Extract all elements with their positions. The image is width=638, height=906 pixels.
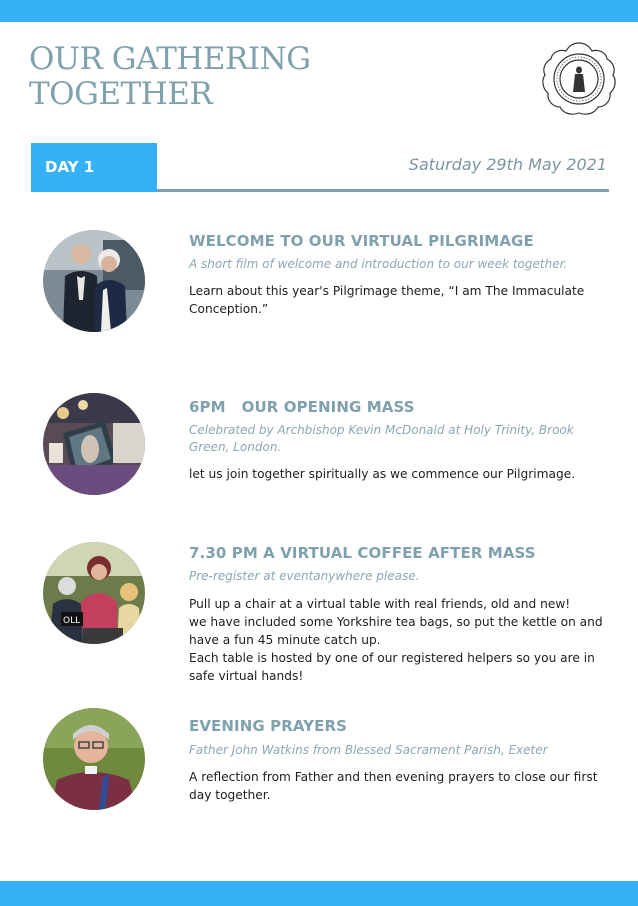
header-divider — [157, 189, 609, 192]
event-title: EVENING PRAYERS — [189, 717, 348, 735]
event-description-paragraph: Pull up a chair at a virtual table with real friends, old and new! — [189, 597, 571, 611]
event-description — [189, 282, 614, 318]
event-description-paragraph: let us join together spiritually as we commence our Pilgrimage. — [189, 467, 576, 481]
page-title-line-1: OUR GATHERING — [29, 41, 311, 77]
society-logo — [540, 40, 618, 118]
event-description-paragraph: we have included some Yorkshire tea bags, so put the kettle on and have a fun 45 minute catch up. — [189, 615, 603, 647]
welcome-couple-photo — [43, 230, 145, 332]
evening-prayers-priest-photo — [43, 708, 145, 810]
opening-mass-photo — [43, 393, 145, 495]
event-subtitle: Pre-register at eventanywhere please. — [189, 569, 420, 583]
virtual-coffee-photo — [43, 542, 145, 644]
event-subtitle: Celebrated by Archbishop Kevin McDonald at Holy Trinity, Brook Green, London. — [189, 423, 574, 454]
event-description-paragraph: Each table is hosted by one of our registered helpers so you are in safe virtual hands! — [189, 651, 595, 683]
page-title-line-2: TOGETHER — [29, 76, 213, 112]
bottom-accent-bar — [0, 881, 638, 906]
event-description — [189, 465, 614, 483]
day-label-bar: DAY 1 — [31, 143, 157, 192]
top-accent-bar — [0, 0, 638, 22]
event-description — [189, 595, 614, 685]
event-description-paragraph: Learn about this year's Pilgrimage theme, “I am The Immaculate Conception.” — [189, 284, 585, 316]
svg-text:OLL: OLL — [63, 616, 81, 626]
event-date: Saturday 29th May 2021 — [408, 155, 607, 174]
event-subtitle: A short film of welcome and introduction to our week together. — [189, 257, 568, 271]
page-title — [29, 42, 449, 112]
event-title: WELCOME TO OUR VIRTUAL PILGRIMAGE — [189, 232, 534, 250]
event-title: 6PM OUR OPENING MASS — [189, 398, 415, 416]
event-description — [189, 768, 614, 804]
event-description-paragraph: A reflection from Father and then evening prayers to close our first day together. — [189, 770, 598, 802]
event-title: 7.30 PM A VIRTUAL COFFEE AFTER MASS — [189, 544, 536, 562]
event-subtitle: Father John Watkins from Blessed Sacrament Parish, Exeter — [189, 743, 548, 757]
